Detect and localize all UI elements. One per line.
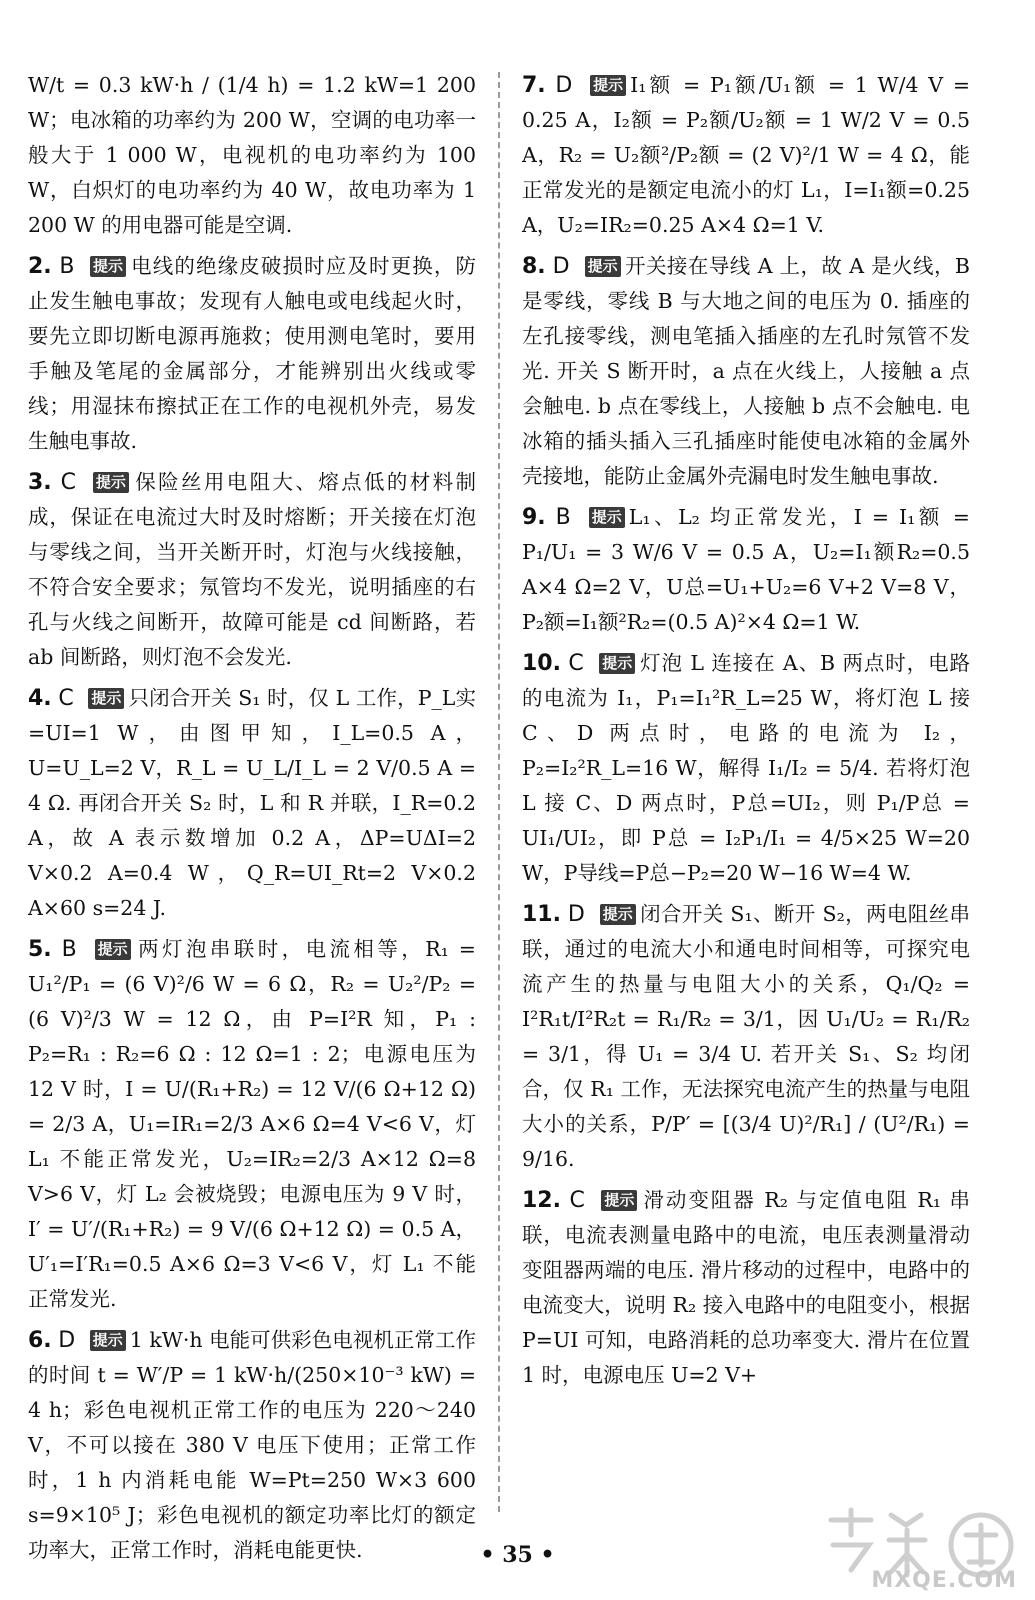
hint-badge: 提示	[90, 1330, 126, 1351]
item-text: 只闭合开关 S₁ 时，仅 L 工作，P_L实=UI=1 W，由图甲知，I_L=0.5 A，U=U_L=2 V，R_L = U_L/I_L = 2 V/0.5 A = 4 Ω. 再闭合开关 S₂ 时，L 和 R 并联，I_R=0.2 A，故 A 表示数增加 0.2 A，ΔP=UΔI=2 V×0.2 A=0.4 W，Q_R=UI_Rt=2 V×0.2 A×60 s=24 J.	[28, 686, 476, 920]
item-number: 11.	[522, 902, 561, 927]
column-divider	[498, 72, 500, 1512]
left-column	[28, 68, 476, 1574]
item-text: 滑动变阻器 R₂ 与定值电阻 R₁ 串联，电流表测量电路中的电流，电压表测量滑动变阻器两端的电压. 滑片移动的过程中，电路中的电流变大，说明 R₂ 接入电路中的电阻变小，根据 P=UI 可知，电路消耗的总功率变大. 滑片在位置 1 时，电源电压 U=2 V+	[522, 1188, 970, 1387]
item-number: 5.	[28, 937, 52, 962]
item-answer: C	[569, 1188, 585, 1213]
hint-badge: 提示	[95, 939, 131, 960]
hint-badge: 提示	[88, 688, 124, 709]
hint-badge: 提示	[589, 507, 625, 528]
hint-badge: 提示	[585, 256, 621, 277]
watermark-text: MXQE.COM	[871, 1568, 1017, 1593]
item-answer: C	[568, 651, 584, 676]
answer-item-4	[28, 681, 476, 926]
answer-item-9	[522, 500, 970, 640]
hint-badge: 提示	[590, 75, 626, 96]
item-text: 开关接在导线 A 上，故 A 是火线，B 是零线，零线 B 与大地之间的电压为 0. 插座的左孔接零线，测电笔插入插座的左孔时氖管不发光. 开关 S 断开时，a 点在火线上，人接触 a 点会触电. b 点在零线上，人接触 b 点不会触电. 电冰箱的插头插入三孔插座时能使电冰箱的金属外壳接地，能防止金属外壳漏电时发生触电事故.	[522, 254, 970, 488]
item-number: 6.	[28, 1328, 52, 1353]
answer-item-7	[522, 68, 970, 243]
item-text: 电线的绝缘皮破损时应及时更换，防止发生触电事故；发现有人触电或电线起火时，要先立即切断电源再施救；使用测电笔时，要用手触及笔尾的金属部分，才能辨别出火线或零线；用湿抹布擦拭正在工作的电视机外壳，易发生触电事故.	[28, 254, 476, 453]
item-number: 2.	[28, 254, 52, 279]
item-answer: C	[60, 470, 76, 495]
item-answer: D	[58, 1328, 76, 1353]
answer-item-11	[522, 897, 970, 1177]
item-text: 闭合开关 S₁、断开 S₂，两电阻丝串联，通过的电流大小和通电时间相等，可探究电流产生的热量与电阻大小的关系，Q₁/Q₂ = I²R₁t/I²R₂t = R₁/R₂ = 3/1，因 U₁/U₂ = R₁/R₂ = 3/1，得 U₁ = 3/4 U. 若开关 S₁、S₂ 均闭合，仅 R₁ 工作，无法探究电流产生的热量与电阻大小的关系，P/P′ = [(3/4 U)²/R₁] / (U²/R₁) = 9/16.	[522, 902, 970, 1171]
item-text: 1 kW·h 电能可供彩色电视机正常工作的时间 t = W′/P = 1 kW·h/(250×10⁻³ kW) = 4 h；彩色电视机正常工作的电压为 220～240 V，不可以接在 380 V 电压下使用；正常工作时，1 h 内消耗电能 W=Pt=250 W×3 600 s=9×10⁵ J；彩色电视机的额定功率比灯的额定功率大，正常工作时，消耗电能更快.	[28, 1328, 476, 1562]
item-text: W/t = 0.3 kW·h / (1/4 h) = 1.2 kW=1 200 W；电冰箱的功率约为 200 W，空调的电功率一般大于 1 000 W，电视机的电功率约为 100 W，白炽灯的电功率约为 40 W，故电功率为 1 200 W 的用电器可能是空调.	[28, 73, 476, 237]
hint-badge: 提示	[599, 653, 635, 674]
item-number: 9.	[522, 505, 546, 530]
item-text: L₁、L₂ 均正常发光，I = I₁额 = P₁/U₁ = 3 W/6 V = 0.5 A，U₂=I₁额R₂=0.5 A×4 Ω=2 V，U总=U₁+U₂=6 V+2 V=8 V，P₂额=I₁额²R₂=(0.5 A)²×4 Ω=1 W.	[522, 505, 970, 634]
item-answer: B	[555, 505, 571, 530]
item-number: 12.	[522, 1188, 561, 1213]
answer-item-3	[28, 465, 476, 675]
answer-item-1-continued	[28, 68, 476, 243]
hint-badge: 提示	[601, 1190, 637, 1211]
item-number: 3.	[28, 470, 52, 495]
hint-badge: 提示	[93, 472, 129, 493]
page-number: • 35 •	[480, 1542, 555, 1568]
right-column	[522, 68, 970, 1399]
answer-item-12	[522, 1183, 970, 1393]
item-number: 10.	[522, 651, 561, 676]
item-answer: C	[58, 686, 74, 711]
answer-item-8	[522, 249, 970, 494]
item-answer: D	[552, 254, 570, 279]
item-number: 7.	[522, 73, 546, 98]
item-text: 保险丝用电阻大、熔点低的材料制成，保证在电流过大时及时熔断；开关接在灯泡与零线之间，当开关断开时，灯泡与火线接触，不符合安全要求；氖管均不发光，说明插座的右孔与火线之间断开，故障可能是 cd 间断路，若 ab 间断路，则灯泡不会发光.	[28, 470, 476, 669]
item-text: I₁额 = P₁额/U₁额 = 1 W/4 V = 0.25 A，I₂额 = P₂额/U₂额 = 1 W/2 V = 0.5 A，R₂ = U₂额²/P₂额 = (2 V)²/1 W = 4 Ω，能正常发光的是额定电流小的灯 L₁，I=I₁额=0.25 A，U₂=IR₂=0.25 A×4 Ω=1 V.	[522, 73, 970, 237]
item-number: 8.	[522, 254, 546, 279]
item-answer: B	[61, 937, 77, 962]
item-text: 两灯泡串联时，电流相等，R₁ = U₁²/P₁ = (6 V)²/6 W = 6 Ω，R₂ = U₂²/P₂ = (6 V)²/3 W = 12 Ω，由 P=I²R 知，P₁ : P₂=R₁ : R₂=6 Ω : 12 Ω=1 : 2；电源电压为 12 V 时，I = U/(R₁+R₂) = 12 V/(6 Ω+12 Ω) = 2/3 A，U₁=IR₁=2/3 A×6 Ω=4 V<6 V，灯 L₁ 不能正常发光，U₂=IR₂=2/3 A×12 Ω=8 V>6 V，灯 L₂ 会被烧毁；电源电压为 9 V 时，I′ = U′/(R₁+R₂) = 9 V/(6 Ω+12 Ω) = 0.5 A，U′₁=I′R₁=0.5 A×6 Ω=3 V<6 V，灯 L₁ 不能正常发光.	[28, 937, 476, 1311]
answer-item-10	[522, 646, 970, 891]
item-answer: D	[555, 73, 573, 98]
hint-badge: 提示	[90, 256, 126, 277]
item-number: 4.	[28, 686, 52, 711]
item-answer: B	[59, 254, 75, 279]
hint-badge: 提示	[600, 904, 636, 925]
answer-item-2	[28, 249, 476, 459]
item-text: 灯泡 L 连接在 A、B 两点时，电路的电流为 I₁，P₁=I₁²R_L=25 W，将灯泡 L 接 C、D 两点时，电路的电流为 I₂，P₂=I₂²R_L=16 W，解得 I₁/I₂ = 5/4. 若将灯泡 L 接 C、D 两点时，P总=UI₂，则 P₁/P总 = UI₁/UI₂，即 P总 = I₂P₁/I₁ = 4/5×25 W=20 W，P导线=P总−P₂=20 W−16 W=4 W.	[522, 651, 970, 885]
answer-item-6	[28, 1323, 476, 1568]
item-answer: D	[567, 902, 585, 927]
answer-item-5	[28, 932, 476, 1317]
